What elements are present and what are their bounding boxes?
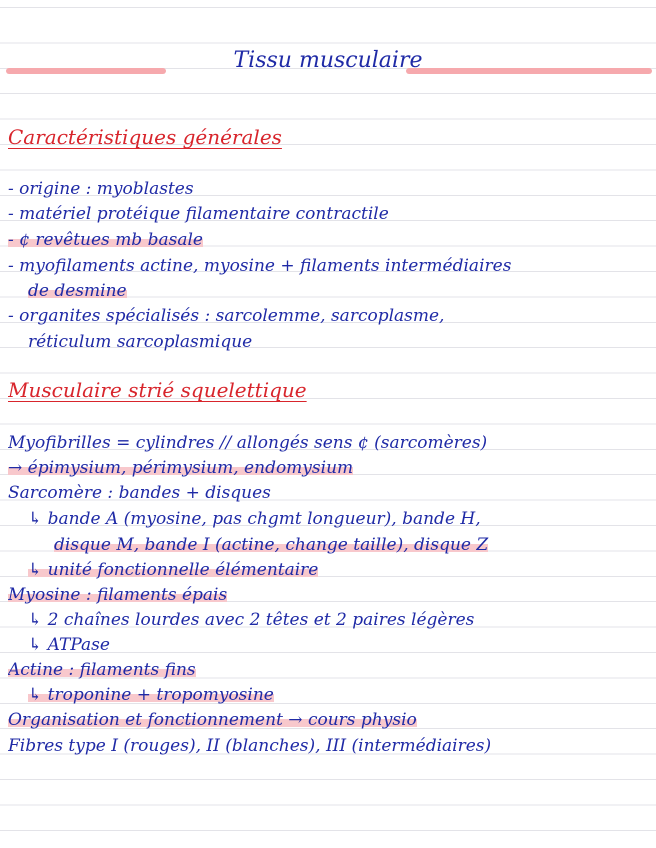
note-line: Fibres type I (rouges), II (blanches), III (intermédiaires) <box>8 736 492 756</box>
note-line: ↳ bande A (myosine, pas chgmt longueur), bande H, <box>28 509 481 529</box>
page-title: Tissu musculaire <box>233 48 423 73</box>
note-line: ↳ unité fonctionnelle élémentaire <box>28 560 319 580</box>
note-line: Actine : filaments fins <box>8 660 196 680</box>
note-line: Myofibrilles = cylindres // allongés sens ¢ (sarcomères) <box>8 433 488 453</box>
note-line: → épimysium, périmysium, endomysium <box>8 458 354 478</box>
note-line: - organites spécialisés : sarcolemme, sarcoplasme, <box>8 306 445 326</box>
note-line: - ¢ revêtues mb basale <box>8 230 203 250</box>
note-line: Organisation et fonctionnement → cours physio <box>8 710 417 730</box>
note-line: ↳ ATPase <box>28 635 110 655</box>
note-line: disque M, bande I (actine, change taille), disque Z <box>54 535 489 555</box>
section-heading: Caractéristiques générales <box>8 125 282 149</box>
note-line: Myosine : filaments épais <box>8 585 228 605</box>
note-line: réticulum sarcoplasmique <box>28 332 253 352</box>
note-line: - origine : myoblastes <box>8 179 194 199</box>
note-line: - myofilaments actine, myosine + filaments intermédiaires <box>8 256 512 276</box>
note-line: de desmine <box>28 281 127 301</box>
note-line: ↳ 2 chaînes lourdes avec 2 têtes et 2 paires légères <box>28 610 475 630</box>
section-heading: Musculaire strié squelettique <box>8 378 307 402</box>
note-line: ↳ troponine + tropomyosine <box>28 685 274 705</box>
note-line: Sarcomère : bandes + disques <box>8 483 271 503</box>
note-line: - matériel protéique filamentaire contractile <box>8 204 389 224</box>
